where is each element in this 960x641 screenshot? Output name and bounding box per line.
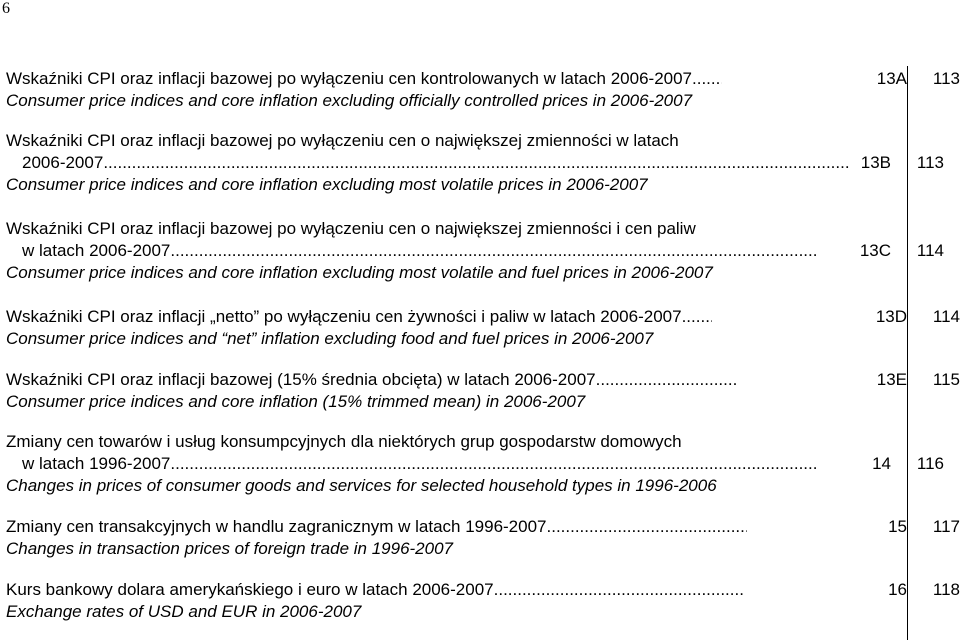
dot-leader [494,579,744,601]
table-number: 13B [860,153,891,172]
dot-leader [170,453,816,475]
table-number: 14 [872,454,891,473]
entry-title-pl: Wskaźniki CPI oraz inflacji „netto” po wyłączeniu cen żywności i paliw w latach 2006-2007 [6,307,682,326]
entry-title-en: Consumer price indices and core inflation excluding most volatile and fuel prices in 2006-2007 [6,263,713,282]
page-ref: 113 [932,69,960,88]
page-ref: 118 [932,580,960,599]
entry-title-pl-cont: 2006-2007 [22,153,104,172]
toc-entry[interactable] [6,68,960,112]
entry-title-en: Changes in prices of consumer goods and services for selected household types in 1996-2006 [6,476,717,495]
entry-title-en: Consumer price indices and core inflation (15% trimmed mean) in 2006-2007 [6,392,586,411]
entry-title-en: Consumer price indices and core inflation excluding most volatile prices in 2006-2007 [6,175,648,194]
dot-leader [596,369,736,391]
table-number: 15 [888,517,907,536]
page-ref: 114 [916,241,944,260]
page-ref: 116 [916,454,944,473]
table-number: 13E [876,370,907,389]
entry-title-pl: Wskaźniki CPI oraz inflacji bazowej po wyłączeniu cen kontrolowanych w latach 2006-2007 [6,69,693,88]
entry-title-pl: Wskaźniki CPI oraz inflacji bazowej po wyłączeniu cen o największej zmienności i cen paliw [6,219,696,238]
table-number: 13D [875,307,907,326]
toc-entry[interactable] [6,516,960,560]
entry-title-pl-cont: w latach 1996-2007 [22,454,171,473]
toc-entry[interactable] [6,306,960,350]
toc-entry[interactable] [6,369,960,413]
toc-entry[interactable] [6,579,960,623]
table-number: 16 [888,580,907,599]
dot-leader [692,68,722,90]
table-number: 13A [876,69,907,88]
entry-title-pl: Zmiany cen towarów i usług konsumpcyjnych dla niektórych grup gospodarstw domowych [6,432,682,451]
dot-leader [170,240,816,262]
page-ref: 113 [916,153,944,172]
entry-title-en: Changes in transaction prices of foreign trade in 1996-2007 [6,539,454,558]
dot-leader [103,152,851,174]
page-ref: 114 [932,307,960,326]
entry-title-pl: Wskaźniki CPI oraz inflacji bazowej (15% średnia obcięta) w latach 2006-2007 [6,370,596,389]
table-number: 13C [859,241,891,260]
dot-leader [682,306,712,328]
entry-title-pl: Zmiany cen transakcyjnych w handlu zagranicznym w latach 1996-2007 [6,517,547,536]
entry-title-en: Exchange rates of USD and EUR in 2006-2007 [6,602,362,621]
entry-title-en: Consumer price indices and “net” inflation excluding food and fuel prices in 2006-2007 [6,329,654,348]
toc-entry[interactable] [6,431,956,497]
toc-entry[interactable] [6,218,956,284]
entry-title-en: Consumer price indices and core inflation excluding officially controlled prices in 2006-2007 [6,91,693,110]
toc-entry[interactable] [6,130,956,196]
page-ref: 117 [932,517,960,536]
entry-title-pl: Kurs bankowy dolara amerykańskiego i euro w latach 2006-2007 [6,580,494,599]
page-ref: 115 [932,370,960,389]
entry-title-pl-cont: w latach 2006-2007 [22,241,171,260]
page-number: 6 [2,0,10,17]
dot-leader [547,516,747,538]
entry-title-pl: Wskaźniki CPI oraz inflacji bazowej po wyłączeniu cen o największej zmienności w latach [6,131,679,150]
